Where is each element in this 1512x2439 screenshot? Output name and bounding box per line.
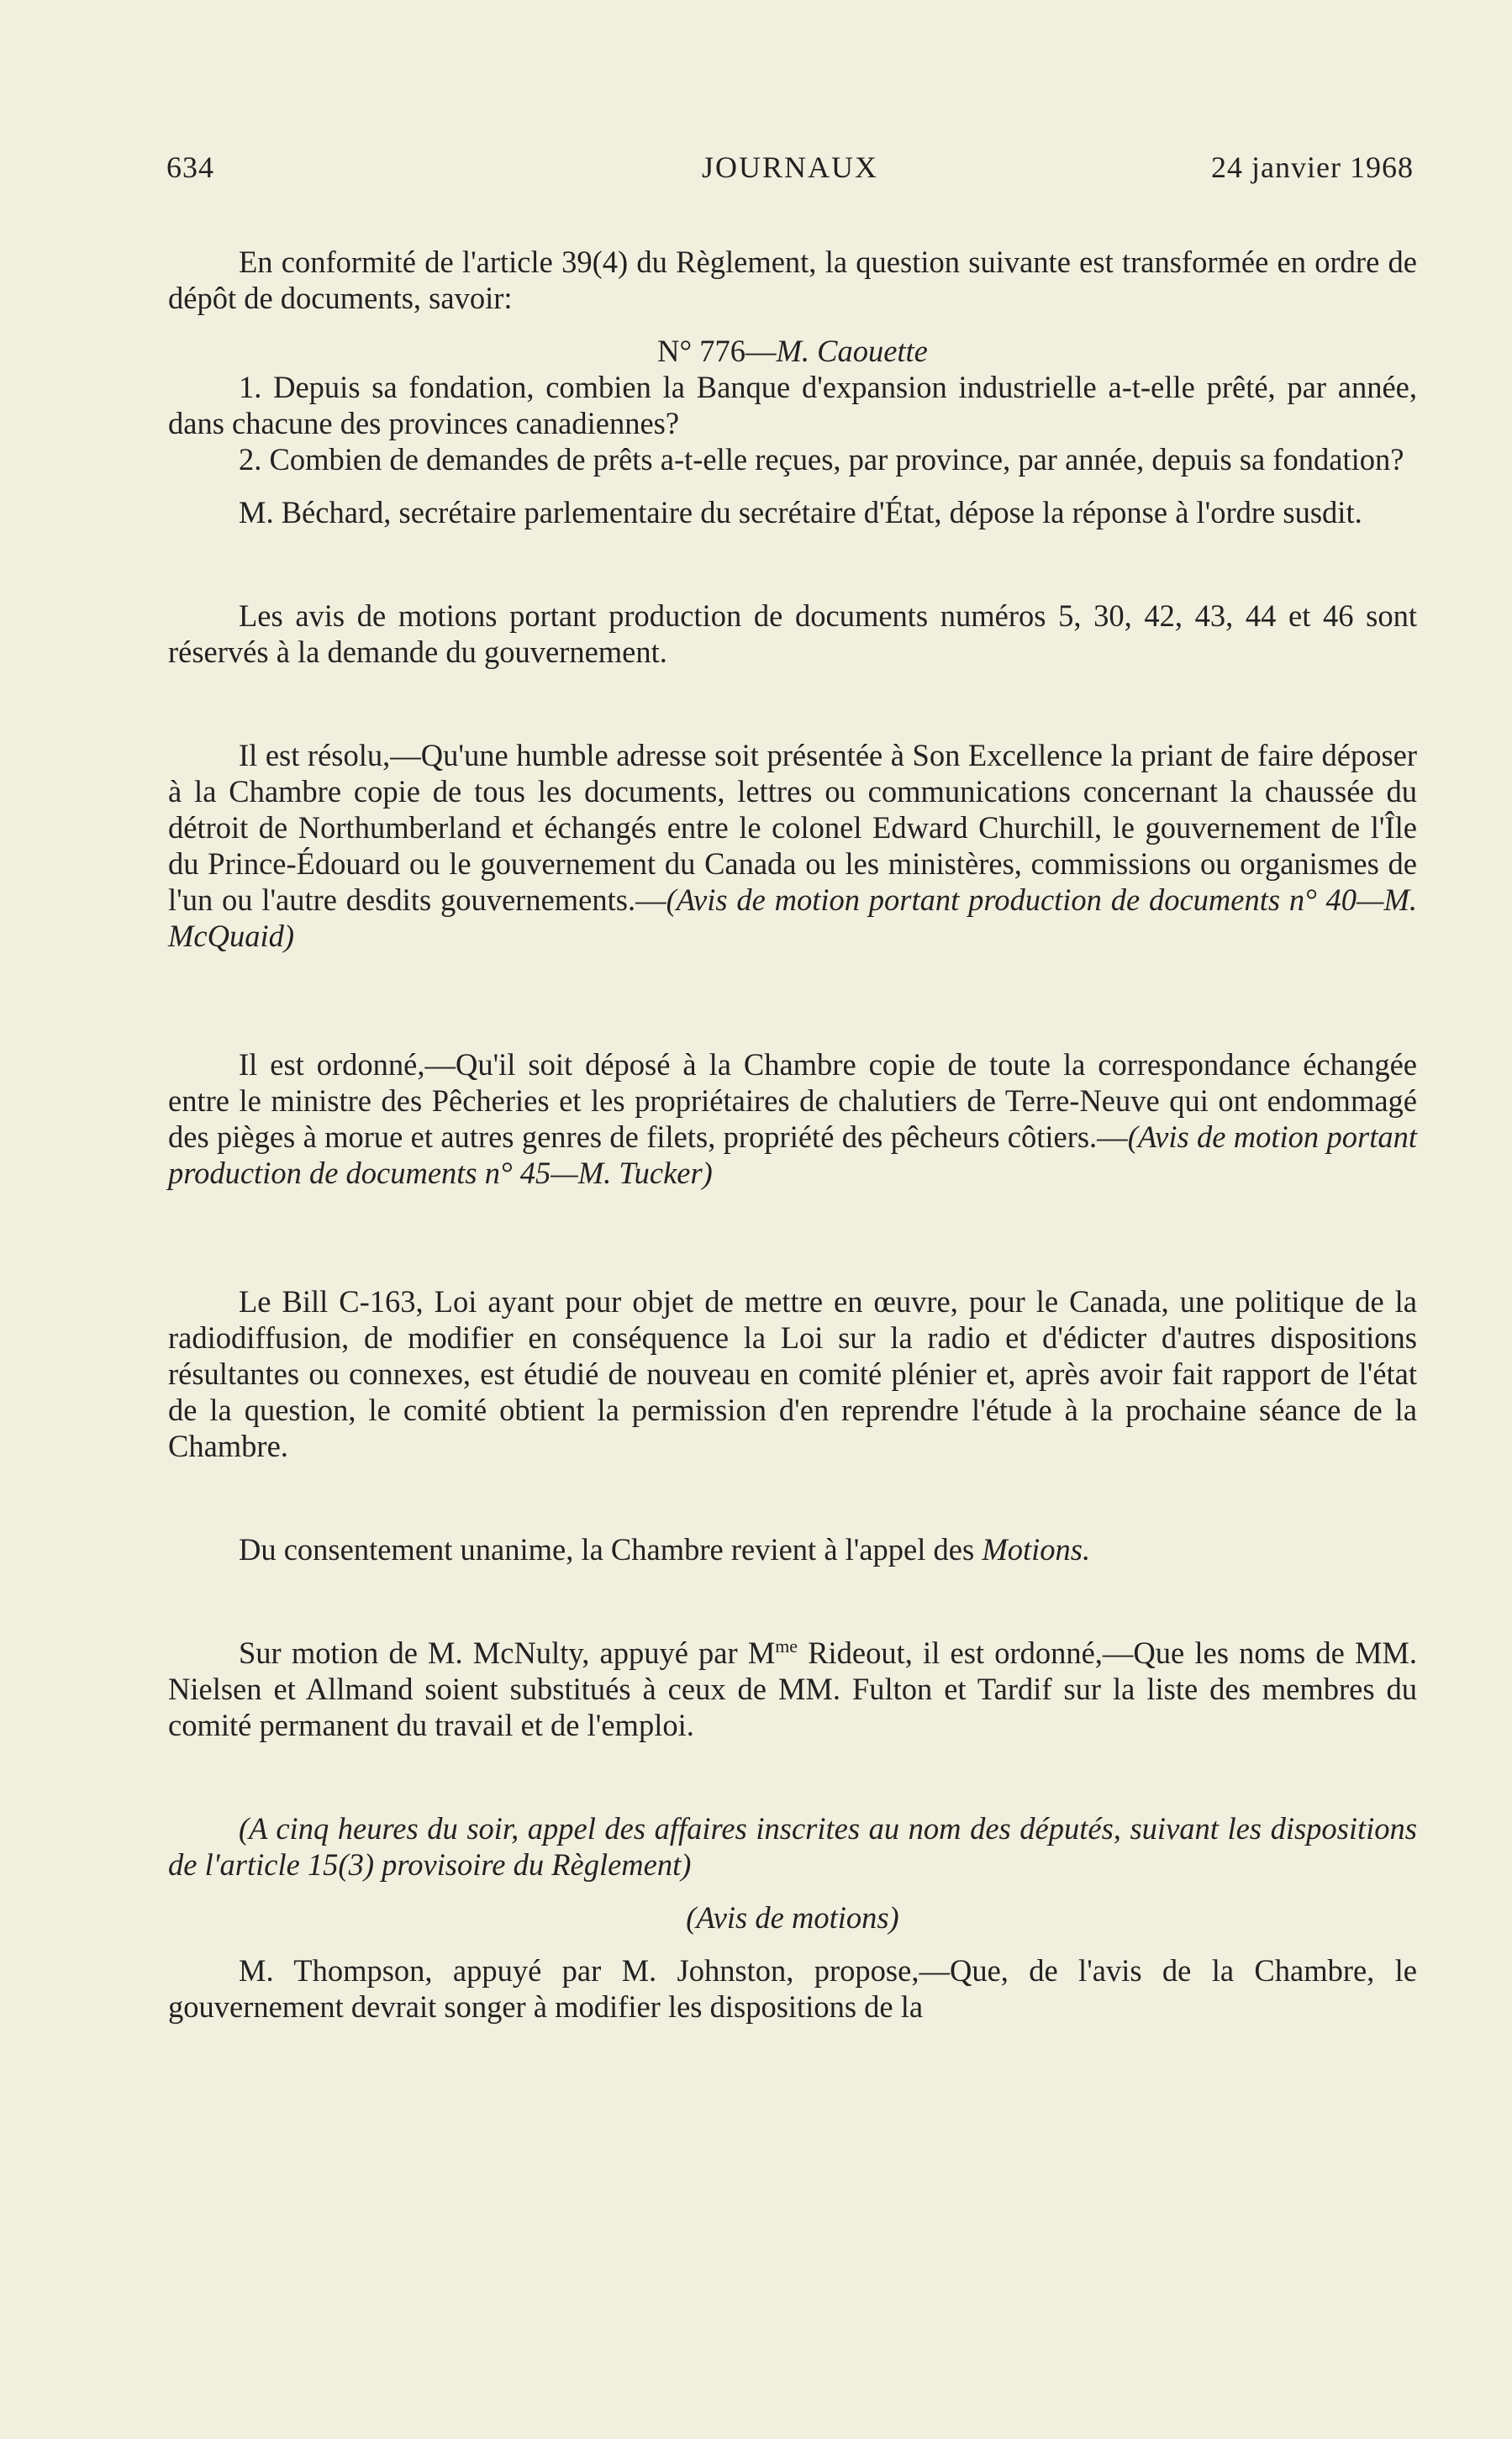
notices-heading: (Avis de motions) [686, 1900, 899, 1935]
order-conversion-intro: En conformité de l'article 39(4) du Règlement, la question suivante est transformée en ordre de dépôt de documents, savoir: [168, 245, 1417, 315]
bill-paragraph: Le Bill C-163, Loi ayant pour objet de mettre en œuvre, pour le Canada, une politique de la radiodiffusion, de modifier en conséquence la Loi sur la radio et d'édicter d'autres dispositions résultantes ou connexes, est étudié de nouveau en comité plénier et, après avoir fait rapport de l'état de la question, le comité obtient la permission d'en reprendre l'étude à la prochaine séance de la Chambre. [168, 1284, 1417, 1463]
resolution-1-paragraph [168, 737, 1417, 954]
consent-paragraph [168, 1531, 1417, 1567]
consent-motions-word: Motions. [982, 1532, 1091, 1567]
resolution-2-text: Il est ordonné,—Qu'il soit déposé à la Chambre copie de toute la correspondance échangée entre le ministre des Pêcheries et les propriétaires de chalutiers de Terre-Neuve qui ont endommagé des pièges à morue et autres genres de filets, propriété des pêcheurs côtiers.— [168, 1047, 1417, 1154]
committee-motion-part1: Sur motion de M. McNulty, appuyé par M [239, 1636, 776, 1670]
committee-motion-part2: Rideout, il est ordonné,—Que les noms de MM. Nielsen et Allmand soient substitués à ceux de MM. Fulton et Tardif sur la liste des membres du comité permanent du travail et de l'emploi. [168, 1636, 1417, 1742]
resolution-1-citation: (Avis de motion portant production de documents n° 40—M. McQuaid) [168, 882, 1418, 953]
page-body [168, 244, 1417, 2025]
five-oclock-paragraph: (A cinq heures du soir, appel des affaires inscrites au nom des députés, suivant les dispositions de l'article 15(3) provisoire du Règlement) [168, 1811, 1417, 1882]
reserved-notice-paragraph: Les avis de motions portant production de documents numéros 5, 30, 42, 43, 44 et 46 sont réservés à la demande du gouvernement. [168, 598, 1417, 669]
question-heading [168, 333, 1417, 369]
answer-paragraph: M. Béchard, secrétaire parlementaire du secrétaire d'État, dépose la réponse à l'ordre susdit. [239, 495, 1362, 529]
question-item-1: 1. Depuis sa fondation, combien la Banque d'expansion industrielle a-t-elle prêté, par année, dans chacune des provinces canadiennes? [168, 370, 1417, 440]
question-number: N° 776— [657, 334, 777, 368]
question-author: M. Caouette [776, 334, 928, 368]
page-header [166, 150, 1414, 192]
resolution-2-paragraph [168, 1046, 1417, 1191]
resolution-1-text: Il est résolu,—Qu'une humble adresse soit présentée à Son Excellence la priant de faire déposer à la Chambre copie de tous les documents, lettres ou communications concernant la chaussée du détroit de Northumberland et échangés entre le colonel Edward Churchill, le gouvernement de l'Île du Prince-Édouard ou le gouvernement du Canada ou les ministères, commissions ou organismes de l'un ou l'autre desdits gouvernements.— [168, 738, 1417, 917]
consent-text: Du consentement unanime, la Chambre revient à l'appel des [239, 1532, 983, 1567]
page-number: 634 [166, 150, 214, 184]
committee-motion-paragraph [168, 1635, 1417, 1743]
resolution-2-citation: (Avis de motion portant production de documents n° 45—M. Tucker) [168, 1119, 1417, 1190]
journal-date: 24 janvier 1968 [1211, 150, 1414, 184]
thompson-motion-paragraph: M. Thompson, appuyé par M. Johnston, propose,—Que, de l'avis de la Chambre, le gouvernement devrait songer à modifier les dispositions de la [168, 1953, 1417, 2024]
committee-motion-superscript: me [775, 1635, 798, 1657]
question-item-2: 2. Combien de demandes de prêts a-t-elle reçues, par province, par année, depuis sa fondation? [239, 442, 1404, 477]
journal-title: JOURNAUX [701, 150, 878, 184]
